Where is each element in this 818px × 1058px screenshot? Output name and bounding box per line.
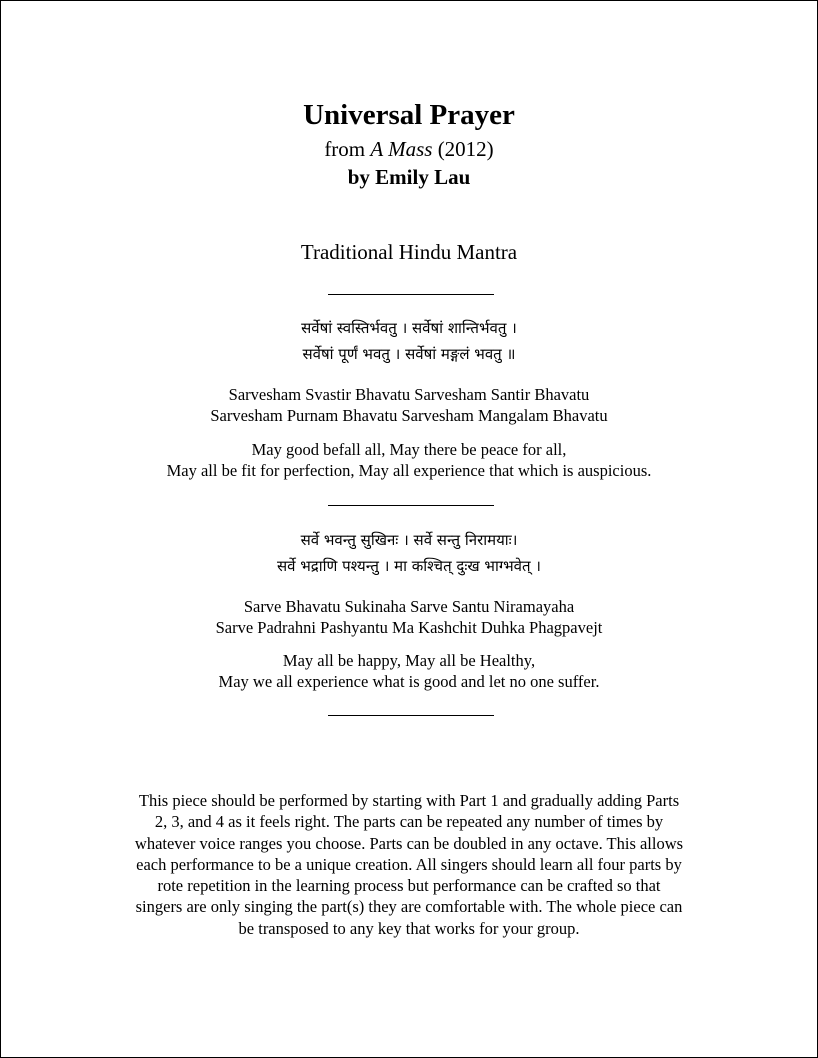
page-title: Universal Prayer [303, 99, 515, 131]
divider-1 [328, 294, 494, 295]
subtitle-prefix: from [324, 137, 371, 161]
transliteration-line: Sarvesham Svastir Bhavatu Sarvesham Santir Bhavatu [228, 385, 590, 404]
notes-line: whatever voice ranges you choose. Parts can be doubled in any octave. This allows [134, 833, 684, 853]
devanagari-line: सर्वेषां पूर्णं भवतु । सर्वेषां मङ्गलं भवतु ॥ [302, 345, 516, 363]
devanagari-line: सर्वे भद्राणि पश्यन्तु । मा कश्चित् दुःख भाग्भवेत् । [277, 557, 541, 575]
verse-1-transliteration [1, 384, 817, 426]
divider-2 [328, 505, 494, 506]
verse-2-transliteration [1, 596, 817, 638]
devanagari-line: सर्वेषां स्वस्तिर्भवतु । सर्वेषां शान्तिर्भवतु । [301, 319, 517, 337]
notes-line: 2, 3, and 4 as it feels right. The parts can be repeated any number of times by [154, 812, 664, 832]
transliteration-line: Sarvesham Purnam Bhavatu Sarvesham Mangalam Bhavatu [210, 406, 608, 425]
transliteration-line: Sarve Bhavatu Sukinaha Sarve Santu Niramayaha [243, 597, 575, 616]
subtitle-work-title: A Mass [370, 137, 433, 161]
translation-line: May we all experience what is good and let no one suffer. [218, 672, 600, 691]
verse-2-translation [1, 650, 817, 692]
divider-3 [328, 715, 494, 716]
notes-line: rote repetition in the learning process but performance can be crafted so that [157, 876, 661, 896]
subtitle-year: (2012) [432, 137, 494, 161]
mantra-source-heading: Traditional Hindu Mantra [300, 240, 518, 264]
notes-line: be transposed to any key that works for your group. [238, 918, 580, 938]
composer-byline: by Emily Lau [347, 165, 471, 189]
translation-line: May all be fit for perfection, May all experience that which is auspicious. [166, 461, 652, 480]
translation-line: May good befall all, May there be peace for all, [251, 440, 567, 459]
translation-line: May all be happy, May all be Healthy, [282, 651, 536, 670]
verse-1-translation [1, 439, 817, 481]
verse-2-devanagari [1, 527, 817, 579]
subtitle [1, 135, 817, 163]
performance-notes [97, 790, 721, 939]
verse-1-devanagari [1, 315, 817, 367]
notes-line: This piece should be performed by starting with Part 1 and gradually adding Parts [138, 791, 680, 810]
notes-line: each performance to be a unique creation. All singers should learn all four parts by [136, 854, 682, 874]
devanagari-line: सर्वे भवन्तु सुखिनः । सर्वे सन्तु निरामयाः। [300, 531, 518, 549]
notes-line: singers are only singing the part(s) they are comfortable with. The whole piece can [135, 897, 683, 917]
transliteration-line: Sarve Padrahni Pashyantu Ma Kashchit Duhka Phagpavejt [215, 618, 603, 637]
